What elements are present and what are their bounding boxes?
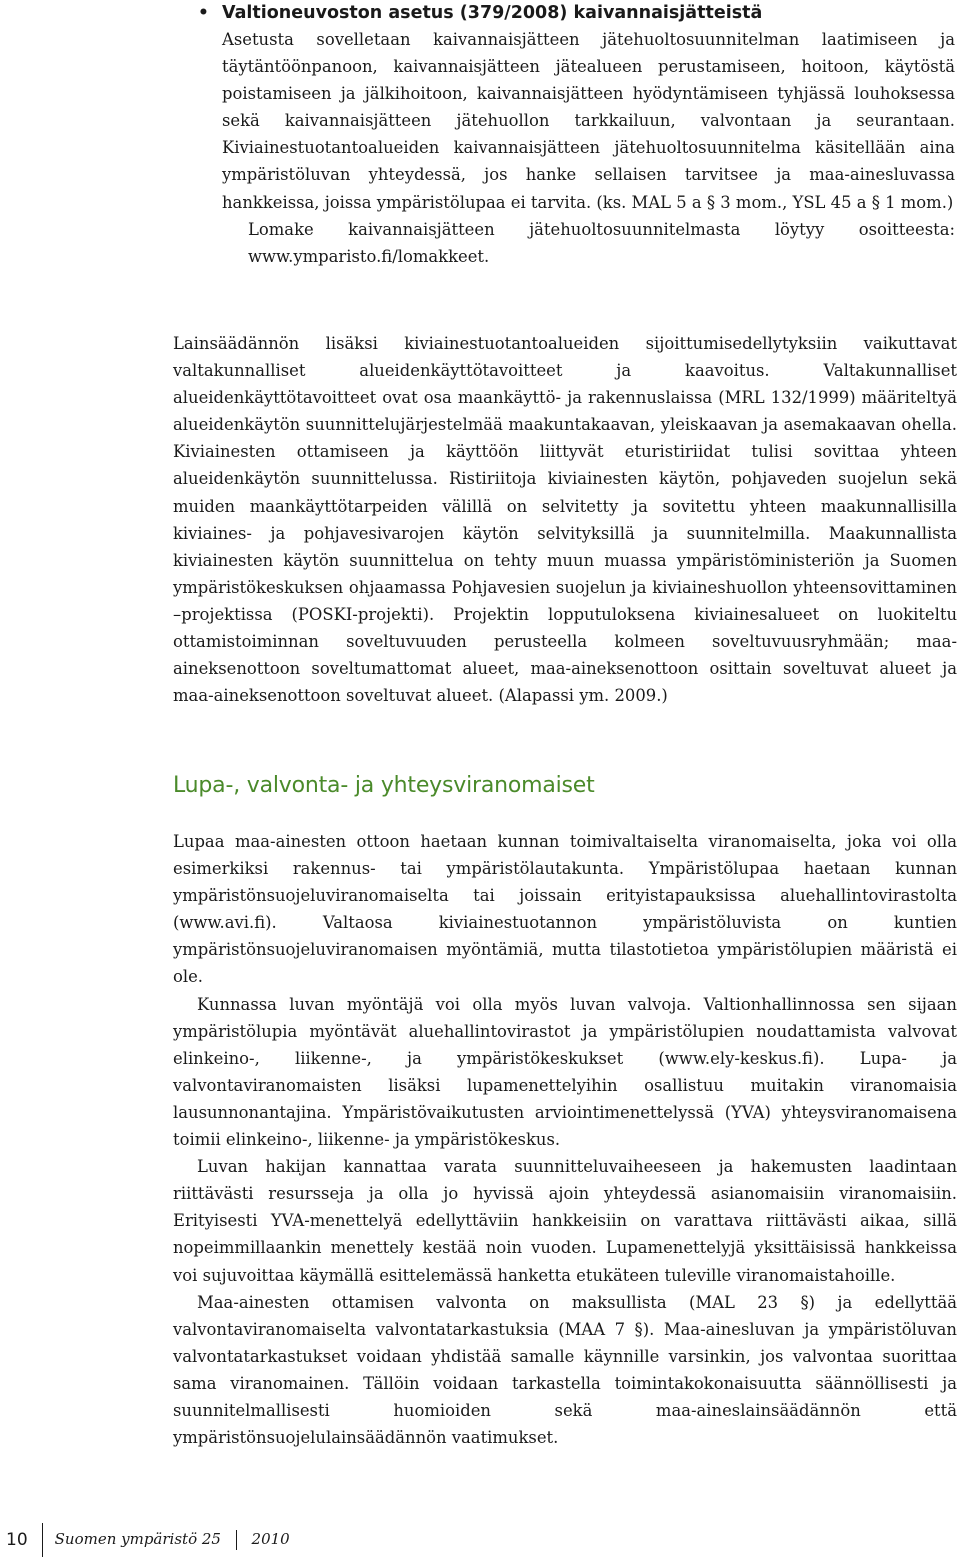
section-body	[173, 828, 957, 1451]
intro-paragraph: Lainsäädännön lisäksi kiviainestuotantoalueiden sijoittumisedellytyksiin vaikuttavat valtakunnalliset alueidenkäyttötavoitteet ja kaavoitus. Valtakunnalliset alueidenkäyttötavoitteet ovat osa maankäyttö- ja rakennuslaissa (MRL 132/1999) määriteltyä alueidenkäytön suunnittelujärjestelmää maakuntakaavan, yleiskaavan ja asemakaavan ohella. Kiviainesten ottamiseen ja käyttöön liittyvät eturistiriidat tulisi sovittaa yhteen alueidenkäytön suunnittelussa. Ristiriitoja kiviainesten käytön, pohjaveden suojelun sekä muiden maankäyttötarpeiden välillä on selvitetty ja sovitettu yhteen maakunnallisilla kiviaines- ja pohjavesivarojen käytön selvityksillä ja suunnitelmilla. Maakunnallista kiviainesten käytön suunnittelua on tehty muun muassa ympäristöministeriön ja Suomen ympäristökeskuksen ohjaamassa Pohjavesien suojelun ja kiviaineshuollon yhteensovittaminen –projektissa (POSKI-projekti). Projektin lopputuloksena kiviainesalueet on luokiteltu ottamistoiminnan soveltuvuuden perusteella kolmeen soveltuvuusryhmään; maa-aineksenottoon soveltumattomat alueet, maa-aineksenottoon osittain soveltuvat alueet ja maa-aineksenottoon soveltuvat alueet. (Alapassi ym. 2009.)	[173, 334, 957, 706]
bullet-lomake-text: Lomake kaivannaisjätteen jätehuoltosuunnitelmasta löytyy osoitteesta: www.ymparisto.fi/lomakkeet.	[248, 219, 955, 266]
publication-name: Suomen ympäristö	[54, 1530, 198, 1548]
bullet-title-text: Valtioneuvoston asetus (379/2008) kaivannaisjätteistä	[222, 3, 763, 23]
bullet-body	[198, 26, 955, 270]
publication-year: 2010	[251, 1530, 290, 1548]
footer-publication	[55, 1530, 290, 1550]
section-paragraph-2: Kunnassa luvan myöntäjä voi olla myös luvan valvoja. Valtionhallinnossa sen sijaan ympäristölupia myöntävät aluehallintovirastot ja ympäristölupien noudattamista valvovat elinkeino-, liikenne-, ja ympäristökeskukset (www.ely-keskus.fi). Lupa- ja valvontaviranomaisten lisäksi lupamenettelyihin osallistuu muitakin viranomaisia lausunnonantajina. Ympäristövaikutusten arviointimenettelyssä (YVA) yhteysviranomaisena toimii elinkeino-, liikenne- ja ympäristökeskus.	[173, 994, 957, 1150]
bullet-dot-icon: •	[198, 3, 209, 23]
footer-divider	[42, 1523, 43, 1557]
section-paragraph-4: Maa-ainesten ottamisen valvonta on maksullista (MAL 23 §) ja edellyttää valvontaviranomaiselta valvontatarkastuksia (MAA 7 §). Maa-ainesluvan ja ympäristöluvan valvontatarkastukset voidaan yhdistää samalle käynnille varsinkin, jos valvontaa suorittaa sama viranomainen. Tällöin voidaan tarkastella toimintakokonaisuutta säännöllisesti ja suunnitelmallisesti huomioiden sekä maa-aineslainsäädännön että ympäristönsuojelulainsäädännön vaatimukset.	[173, 1292, 957, 1448]
info-bullet-block	[198, 0, 955, 270]
page-footer	[6, 1524, 290, 1556]
section-paragraph-1: Lupaa maa-ainesten ottoon haetaan kunnan toimivaltaiselta viranomaiselta, joka voi olla esimerkiksi rakennus- tai ympäristölautakunta. Ympäristölupaa haetaan kunnan ympäristönsuojeluviranomaiselta tai joissain erityistapauksissa aluehallintovirastolta (www.avi.fi). Valtaosa kiviainestuotannon ympäristöluvista on kuntien ympäristönsuojeluviranomaisen myöntämiä, mutta tilastotietoa ympäristölupien määristä ei ole.	[173, 832, 957, 987]
bullet-body-text: Asetusta sovelletaan kaivannaisjätteen jätehuoltosuunnitelman laatimiseen ja täytäntöönpanoon, kaivannaisjätteen jätealueen perustamiseen, hoitoon, käytöstä poistamiseen ja jälkihoitoon, kaivannaisjätteen hyödyntämiseen tyhjässä louhoksessa sekä kaivannaisjätteen jätehuollon tarkkailuun, valvontaan ja seurantaan. Kiviainestuotantoalueiden kaivannaisjätteen jätehuoltosuunnitelma käsitellään aina ympäristöluvan yhteydessä, jos hanke sellaisen tarvitsee ja maa-ainesluvassa hankkeissa, joissa ympäristölupaa ei tarvita. (ks. MAL 5 a § 3 mom., YSL 45 a § 1 mom.)	[222, 30, 955, 212]
section-heading: Lupa-, valvonta- ja yhteysviranomaiset	[173, 773, 595, 798]
publication-issue: 25	[201, 1530, 221, 1548]
footer-separator	[236, 1530, 237, 1550]
page-number: 10	[6, 1530, 28, 1550]
intro-section	[173, 330, 957, 709]
section-paragraph-3: Luvan hakijan kannattaa varata suunnitteluvaiheeseen ja hakemusten laadintaan riittävästi resursseja ja olla jo hyvissä ajoin yhteydessä asianomaisiin viranomaisiin. Erityisesti YVA-menettelyä edellyttäviin hankkeisiin on varattava riittävästi aikaa, sillä nopeimmillaankin menettely kestää noin vuoden. Lupamenettelyjä yksittäisissä hankkeissa voi sujuvoittaa käymällä esittelemässä hanketta etukäteen tuleville viranomaistahoille.	[173, 1157, 957, 1285]
bullet-title	[198, 0, 955, 26]
